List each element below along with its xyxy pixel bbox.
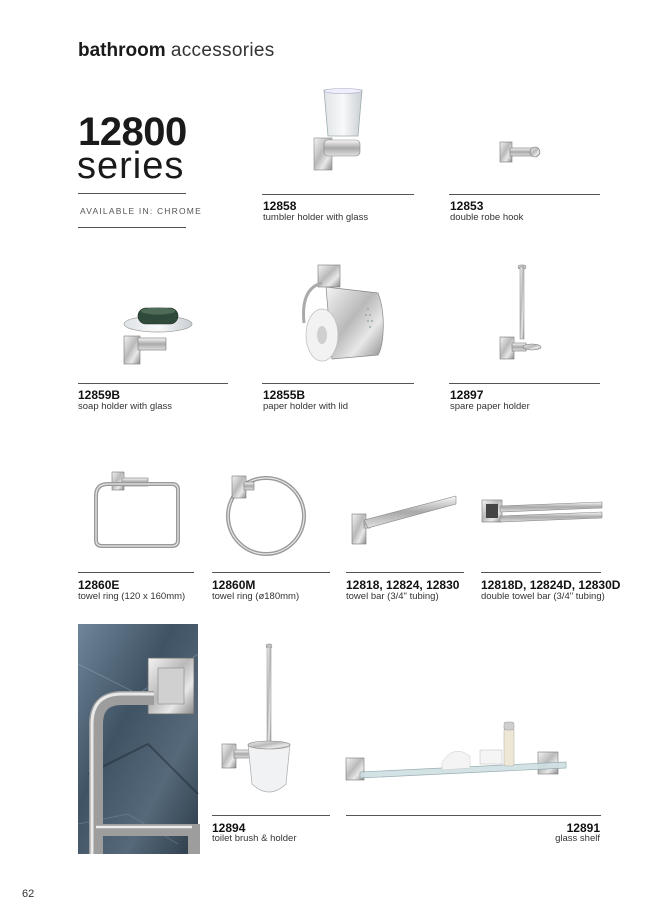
product-desc: towel ring (ø180mm) — [212, 591, 300, 602]
series-divider-top — [78, 193, 186, 194]
product-code: 12891 — [566, 821, 600, 835]
glass-shelf-image — [344, 722, 570, 786]
product-code: 12855B — [263, 388, 306, 402]
product-code: 12894 — [212, 821, 246, 835]
series-number: 12800 — [78, 110, 187, 154]
product-desc: towel bar (3/4" tubing) — [346, 591, 439, 602]
double-towel-bar-image — [480, 494, 604, 544]
product-code: 12897 — [450, 388, 484, 402]
product-desc: spare paper holder — [450, 401, 530, 412]
section-header — [78, 40, 275, 62]
paper-holder-image — [298, 263, 388, 367]
lifestyle-photo-towel-ring — [78, 624, 198, 854]
divider-12818 — [346, 572, 464, 573]
page-number: 62 — [22, 888, 35, 900]
divider-12860E — [78, 572, 194, 573]
product-code: 12860M — [212, 578, 256, 592]
robe-hook-image — [498, 140, 542, 166]
divider-12894 — [212, 815, 330, 816]
tumbler-holder-image — [310, 88, 370, 180]
soap-holder-image — [120, 302, 194, 368]
product-desc: tumbler holder with glass — [263, 212, 369, 223]
series-divider-bottom — [78, 227, 186, 228]
spare-paper-holder-image — [498, 263, 544, 363]
product-desc: double robe hook — [450, 212, 524, 223]
divider-12818D — [481, 572, 601, 573]
divider-12853 — [449, 194, 600, 195]
divider-12855B — [262, 383, 414, 384]
header-bold: bathroom — [78, 40, 166, 61]
divider-12859B — [78, 383, 228, 384]
toilet-brush-image — [218, 644, 296, 802]
product-code: 12818D, 12824D, 12830D — [481, 578, 621, 592]
product-desc: towel ring (120 x 160mm) — [78, 591, 186, 602]
product-desc: soap holder with glass — [78, 401, 172, 412]
product-desc: toilet brush & holder — [212, 833, 297, 844]
divider-12860M — [212, 572, 330, 573]
towel-bar-image — [346, 492, 458, 552]
product-code: 12859B — [78, 388, 121, 402]
product-desc: paper holder with lid — [263, 401, 349, 412]
product-code: 12858 — [263, 199, 297, 213]
availability-note: AVAILABLE IN: CHROME — [80, 206, 202, 216]
product-code: 12853 — [450, 199, 484, 213]
product-desc: glass shelf — [555, 833, 600, 844]
header-light: accessories — [170, 40, 275, 61]
series-word: series — [77, 145, 185, 187]
product-code: 12860E — [78, 578, 120, 592]
towel-ring-round-image — [218, 472, 312, 558]
divider-12897 — [449, 383, 600, 384]
product-desc: double towel bar (3/4" tubing) — [481, 591, 605, 602]
divider-12891 — [346, 815, 601, 816]
divider-12858 — [262, 194, 414, 195]
towel-ring-rect-image — [88, 468, 186, 552]
product-code: 12818, 12824, 12830 — [346, 578, 460, 592]
